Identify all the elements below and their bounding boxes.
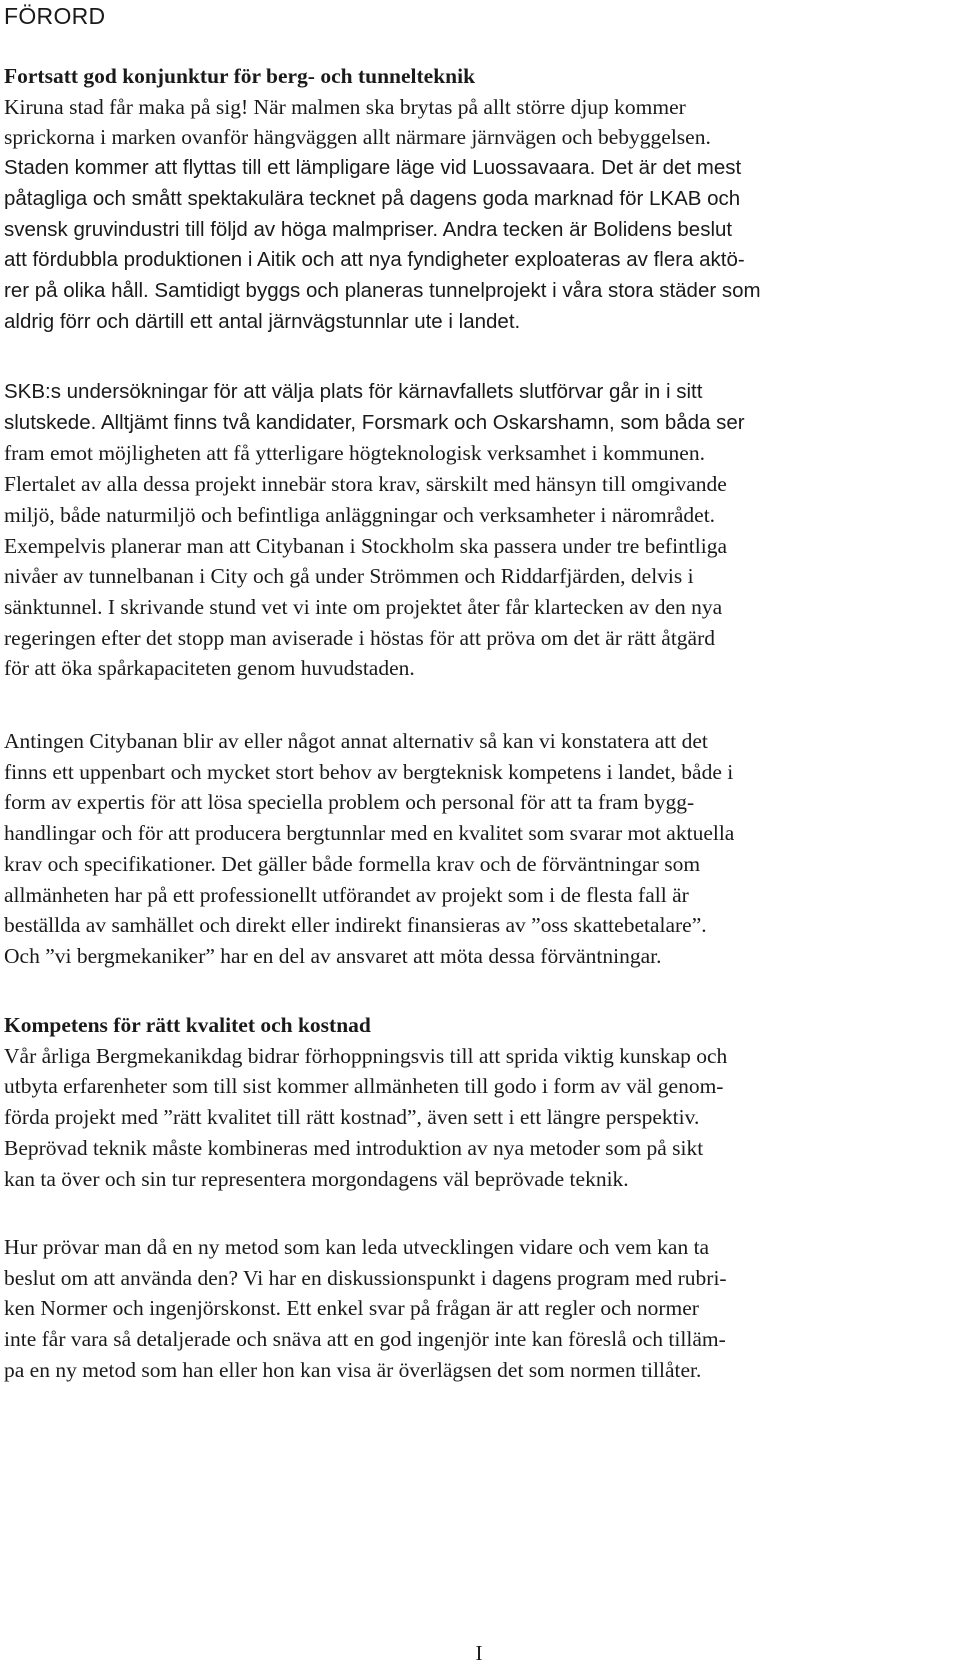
- text-line: Beprövad teknik måste kombineras med introduktion av nya metoder som på sikt: [4, 1135, 704, 1160]
- paragraph-2: [4, 377, 944, 684]
- page-heading: FÖRORD: [4, 3, 106, 29]
- text-line: pa en ny metod som han eller hon kan visa är överlägsen det som normen tillåter.: [4, 1357, 702, 1382]
- paragraph-3: [4, 726, 944, 972]
- page-number: I: [475, 1641, 483, 1665]
- text-line: påtagliga och smått spektakulära tecknet på dagens goda marknad för LKAB och: [4, 186, 741, 210]
- text-line: kan ta över och sin tur representera morgondagens väl beprövade teknik.: [4, 1166, 629, 1191]
- text-line: Exempelvis planerar man att Citybanan i Stockholm ska passera under tre befintliga: [4, 533, 728, 558]
- text-line: utbyta erfarenheter som till sist kommer allmänheten till godo i form av väl genom-: [4, 1074, 724, 1099]
- text-line: för att öka spårkapaciteten genom huvudstaden.: [4, 656, 415, 681]
- text-line: Flertalet av alla dessa projekt innebär stora krav, särskilt med hänsyn till omgivande: [4, 472, 727, 497]
- text-line: handlingar och för att producera bergtunnlar med en kvalitet som svarar mot aktuella: [4, 821, 735, 846]
- text-line: slutskede. Alltjämt finns två kandidater, Forsmark och Oskarshamn, som båda ser: [4, 410, 745, 434]
- text-line: form av expertis för att lösa speciella problem och personal för att ta fram bygg-: [4, 790, 695, 815]
- text-line: Antingen Citybanan blir av eller något annat alternativ så kan vi konstatera att det: [4, 729, 708, 753]
- text-line: förda projekt med ”rätt kvalitet till rätt kostnad”, även sett i ett längre perspektiv.: [4, 1105, 700, 1130]
- text-line: miljö, både naturmiljö och befintliga anläggningar och verksamheter i närområdet.: [4, 502, 716, 527]
- text-line: regeringen efter det stopp man aviserade i höstas för att pröva om det är rätt åtgärd: [4, 625, 716, 650]
- text-line: Vår årliga Bergmekanikdag bidrar förhoppningsvis till att sprida viktig kunskap och: [4, 1043, 728, 1068]
- text-line: fram emot möjligheten att få ytterligare högteknologisk verksamhet i kommunen.: [4, 441, 705, 466]
- text-line: sprickorna i marken ovanför hängväggen allt närmare järnvägen och bebyggelsen.: [4, 125, 711, 150]
- text-line: svensk gruvindustri till följd av höga malmpriser. Andra tecken är Bolidens beslut: [4, 217, 733, 241]
- text-line: krav och specifikationer. Det gäller både formella krav och de förväntningar som: [4, 851, 701, 876]
- section-heading: Fortsatt god konjunktur för berg- och tunnelteknik: [4, 64, 476, 88]
- section-heading: Kompetens för rätt kvalitet och kostnad: [4, 1013, 371, 1037]
- text-line: finns ett uppenbart och mycket stort behov av bergteknisk kompetens i landet, både i: [4, 759, 734, 784]
- text-line: beställda av samhället och direkt eller indirekt finansieras av ”oss skattebetalare”.: [4, 913, 707, 938]
- text-line: rer på olika håll. Samtidigt byggs och planeras tunnelprojekt i våra stora städer som: [4, 278, 761, 302]
- section-2: [4, 1010, 944, 1194]
- section-1: [4, 61, 944, 337]
- text-line: Staden kommer att flyttas till ett lämpligare läge vid Luossavaara. Det är det mest: [4, 156, 742, 180]
- text-line: Hur prövar man då en ny metod som kan leda utvecklingen vidare och vem kan ta: [4, 1235, 710, 1259]
- text-line: att fördubbla produktionen i Aitik och att nya fyndigheter exploateras av flera aktö-: [4, 248, 745, 272]
- text-line: Kiruna stad får maka på sig! När malmen ska brytas på allt större djup kommer: [4, 94, 686, 119]
- text-line: SKB:s undersökningar för att välja plats för kärnavfallets slutförvar går in i sitt: [4, 380, 703, 403]
- paragraph-5: [4, 1232, 944, 1386]
- text-line: aldrig förr och därtill ett antal järnvägstunnlar ute i landet.: [4, 309, 521, 333]
- text-line: Och ”vi bergmekaniker” har en del av ansvaret att möta dessa förväntningar.: [4, 943, 662, 968]
- text-line: ken Normer och ingenjörskonst. Ett enkel svar på frågan är att regler och normer: [4, 1296, 699, 1321]
- text-line: inte får vara så detaljerade och snäva att en god ingenjör inte kan föreslå och tilläm-: [4, 1327, 726, 1352]
- text-line: nivåer av tunnelbanan i City och gå under Strömmen och Riddarfjärden, delvis i: [4, 564, 694, 589]
- text-line: beslut om att använda den? Vi har en diskussionspunkt i dagens program med rubri-: [4, 1265, 727, 1290]
- text-line: sänktunnel. I skrivande stund vet vi inte om projektet åter får klartecken av den nya: [4, 594, 723, 619]
- text-line: allmänheten har på ett professionellt utförandet av projekt som i de flesta fall är: [4, 882, 689, 907]
